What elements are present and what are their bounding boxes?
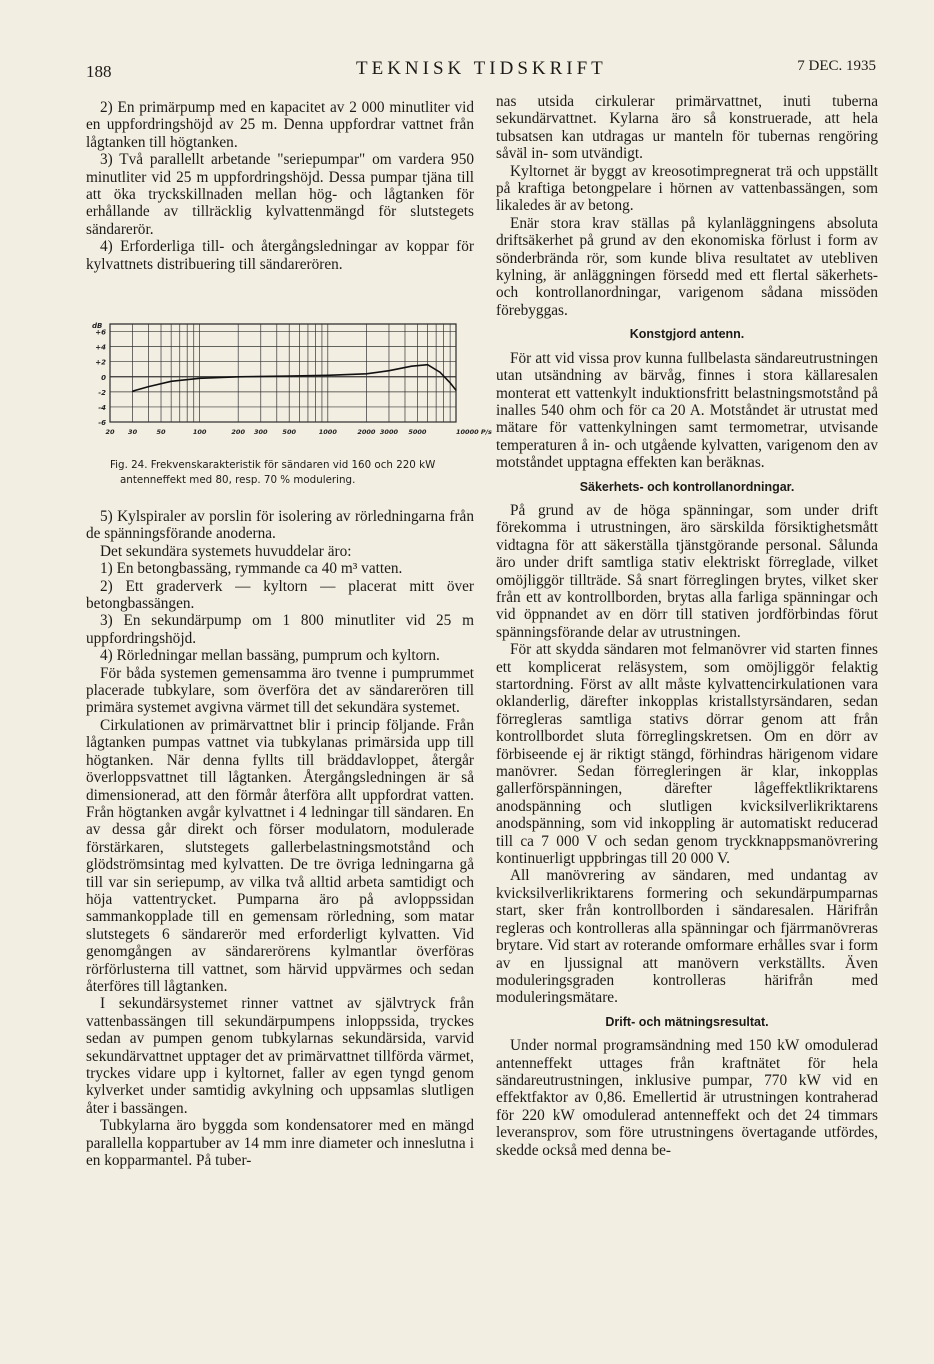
paragraph: Det sekundära systemets huvuddelar äro: bbox=[100, 542, 352, 560]
data-point bbox=[439, 372, 440, 373]
paragraph: För att skydda sändaren mot felmanövrer vid starten finnes ett komplicerat reläsystem, som omöjliggör felaktig startordning. Först av allt måste kylvattencirkulationen vara oklanderlig, därefter inkopplas kristallstyrsändaren, sedan förregleras samtliga stativs dörrar genom att från kontrollbordet sluta förreglingskretsen. Om en dörr av förbiseende ej är riktigt stängd, förhindras härigenom vidare manövrer. Sedan förregleringen är klar, inkopplas gallerförspänningen, därefter lågeffektlikriktarens anodspänning och slutligen kvicksilverlikriktarens anodspänning, som vid inkoppling är automatiskt reducerad till ca 7 000 V och sedan genom tryckknappsmanövrering kontinuerligt uppbringas till 20 000 V. bbox=[496, 641, 878, 868]
x-tick-label: 1000 bbox=[318, 428, 337, 436]
paragraph: För båda systemen gemensamma äro tvenne i pumprummet placerade tubkylare, som överföra det av sändarerören till primära systemet avgivna värmet till det sekundära systemet. bbox=[86, 664, 474, 717]
journal-title: TEKNISK TIDSKRIFT bbox=[356, 58, 607, 79]
left-column-bottom bbox=[86, 508, 474, 1169]
paragraph: 5) Kylspiraler av porslin för isolering av rörledningarna från de spänningsförande anoderna. bbox=[86, 508, 474, 543]
paragraph: 4) Erforderliga till- och återgångsledningar av koppar för kylvattnets distribuering till sändarerören. bbox=[86, 238, 474, 273]
data-point bbox=[327, 375, 328, 376]
figure-caption-line1: Fig. 24. Frekvenskarakteristik för sändaren vid 160 och 220 kW bbox=[110, 459, 436, 471]
figure-caption bbox=[110, 458, 470, 488]
plot-frame bbox=[110, 324, 456, 422]
y-tick-label: +6 bbox=[95, 328, 106, 337]
paragraph: Under normal programsändning med 150 kW omodulerad antenneffekt uttages från kraftnätet för hela sändareutrustningen, inklusive pumpar, 770 kW vid en effektfaktor av 0,86. Emellertid är utrustningen kontraherad för 220 kW omodulerad antenneffekt och det 24 timmars leveransprov, som före utrustningens övertagande utfördes, skedde också med denna be- bbox=[496, 1037, 878, 1159]
issue-date: 7 DEC. 1935 bbox=[797, 58, 876, 74]
left-column-top bbox=[86, 99, 474, 273]
y-tick-label: +4 bbox=[95, 343, 106, 352]
y-tick-label: -2 bbox=[98, 388, 106, 397]
data-point bbox=[132, 390, 133, 391]
paragraph: Tubkylarna äro byggda som kondensatorer med en mängd parallella koppartuber av 14 mm inre diameter och inneslutna i en kopparmantel. På tuber- bbox=[86, 1117, 474, 1170]
x-tick-label: 20 bbox=[105, 428, 115, 436]
figure-caption-line2: antenneffekt med 80, resp. 70 % modulering. bbox=[120, 474, 356, 486]
right-column bbox=[496, 93, 878, 1159]
data-point bbox=[411, 366, 412, 367]
y-tick-label: +2 bbox=[95, 358, 106, 367]
paragraph: I sekundärsystemet rinner vattnet av självtryck från vattenbassängen till sekundärpumpens inloppssida, tryckes sedan av pumpen genom tubkylarnas sekundärsida, varvid sekundärvattnet upptager det av primärvattnet tillförda värmet, tryckes vidare upp i kyltornet, faller av egen tyngd genom kylverket under samtidig avkylning och uppsamlas slutligen åter i bassängen. bbox=[86, 995, 474, 1117]
section-heading: Säkerhets- och kontrollanordningar. bbox=[579, 479, 795, 494]
page-header bbox=[86, 58, 876, 84]
x-tick-label: 500 bbox=[282, 428, 297, 436]
paragraph: 2) En primärpump med en kapacitet av 2 000 minutliter vid en uppfordringshöjd av 25 m. Denna uppfordrar vattnet från lågtanken till högtanken. bbox=[86, 99, 474, 151]
paragraph: nas utsida cirkulerar primärvattnet, inuti tuberna sekundärvattnet. Kylarna äro så konstruerade, att hela tubsatsen kan utdragas ur manteln för tubernas rengöring såväl in- som utvändigt. bbox=[496, 93, 878, 163]
paragraph: 4) Rörledningar mellan bassäng, pumprum och kyltorn. bbox=[100, 647, 440, 665]
paragraph: Kyltornet är byggt av kreosotimpregnerat trä och uppställt på kraftiga betongpelare i hörnen av vattenbassängen, som likaledes är av betong. bbox=[496, 162, 878, 215]
response-curve bbox=[133, 365, 456, 391]
x-tick-label: 200 bbox=[231, 428, 245, 436]
section-heading: Drift- och mätningsresultat. bbox=[605, 1014, 769, 1029]
data-point bbox=[455, 390, 456, 391]
paragraph: Enär stora krav ställas på kylanläggningens absoluta driftsäkerhet på grund av den ekonomiska förlust i form av sönderbrända rör, som kunde bliva resultatet av utebliven kylning, är anläggningen försedd med ett flertal säkerhets- och kontrollanordningar, varigenom sådana missöden förebyggas. bbox=[496, 214, 878, 319]
data-point bbox=[388, 370, 389, 371]
paragraph: På grund av de höga spänningar, som under drift förekomma i utrustningen, äro särskilda försiktighetsmått vidtagna för att säkerställa tjänstgörande personal. Sålunda äro under drift samtliga stativ elektriskt förreglade, vilket omöjliggör tillträde. Så snart förreglingen brytes, vilket sker från ett av kontrollborden, brytas alla farliga spänningar och vid öppnandet av en dörr till stativen jordförbindas förut spänningsförande delar av utrustningen. bbox=[496, 501, 878, 641]
data-point bbox=[148, 386, 149, 387]
x-tick-label: 100 bbox=[192, 428, 207, 436]
section-heading: Konstgjord antenn. bbox=[629, 327, 745, 342]
paragraph: 3) Två parallellt arbetande "seriepumpar" om vardera 950 minutliter vid 25 m uppfordringshöjd. Dessa pumpar tjäna till att öka tryckskillnaden mellan hög- och lågtanken för erhållande av tillräcklig kylvattenmängd för slutstegets sändarerör. bbox=[86, 151, 474, 238]
data-point bbox=[366, 373, 367, 374]
y-tick-label: 0 bbox=[101, 373, 106, 382]
x-tick-label: 10000 P/s bbox=[456, 428, 492, 436]
x-tick-label: 50 bbox=[156, 428, 166, 436]
x-tick-label: 2000 bbox=[357, 428, 376, 436]
frequency-response-chart bbox=[88, 318, 492, 446]
x-tick-label: 3000 bbox=[379, 428, 399, 436]
data-point bbox=[289, 375, 290, 376]
data-point bbox=[199, 378, 200, 379]
x-tick-label: 30 bbox=[128, 428, 138, 436]
x-tick-label: 300 bbox=[253, 428, 268, 436]
paragraph: 2) Ett graderverk — kyltorn — placerat mitt över betongbassängen. bbox=[86, 577, 474, 613]
paragraph: För att vid vissa prov kunna fullbelasta sändareutrustningen utan utsändning av bärvåg, finnes i stora källaresalen monterat ett vattenkylt induktionsfritt belastningsmotstånd på inalles 540 ohm och för ca 20 A. Motståndet är utrustat med mätare för vattenkylningen samt termometrar, utvisande temperaturen å in- och utgående kylvatten, varigenom den av motståndet upptagna effekten kan beräknas. bbox=[496, 349, 878, 472]
paragraph: All manövrering av sändaren, med undantag av kvicksilverlikriktarens formering och sekundärpumparnas start, sker från kontrollborden i sändaresalen. Härifrån regleras och kontrolleras alla spänningar och fjärrmanövreras brytare. Vid start av roterande omformare erhålles svar i form av en ljussignal att manövern verkställts. Även moduleringsgraden kontrolleras härifrån med moduleringsmätare. bbox=[496, 867, 878, 1007]
page-number: 188 bbox=[86, 62, 112, 81]
paragraph: 1) En betongbassäng, rymmande ca 40 m³ vatten. bbox=[100, 560, 403, 578]
data-point bbox=[427, 364, 428, 365]
paragraph: Cirkulationen av primärvattnet blir i princip följande. Från lågtanken pumpas vattnet via tubkylanas primärsida upp till högtanken. När denna fyllts till bräddavloppet, återgår överloppsvattnet till lågtanken. Återgångsledningen är så dimensionerad, att den förmår återföra allt uppfordrat vatten. Från högtanken avgår kylvattnet i 4 ledningar till sändaren. En av dessa går direkt och förser modulatorn, modulerade förstärkaren, slutstegets gallerbelastningsmotstånd och glödströmsintag med kylvatten. De tre övriga ledningarna gå till var sin seriepump, av vilka två alltid arbeta samtidigt och höja vattentrycket. Pumparna äro på avloppssidan sammankopplade till en gemensam rörledning, som matar slutstegets 6 sändarerör med erforderligt kylvatten. Vid genomgången av sändarerörens kylmantlar överföras rörförlusterna till vattnet, som härvid uppvärmes och sedan återföres till lågtanken. bbox=[86, 716, 474, 995]
y-tick-label: -6 bbox=[98, 419, 106, 427]
data-point bbox=[450, 382, 451, 383]
y-tick-label: -4 bbox=[98, 403, 106, 412]
data-point bbox=[238, 376, 239, 377]
y-axis-label: dB bbox=[92, 322, 103, 330]
x-tick-label: 5000 bbox=[408, 428, 427, 436]
paragraph: 3) En sekundärpump om 1 800 minutliter vid 25 m uppfordringshöjd. bbox=[86, 612, 474, 647]
data-point bbox=[171, 381, 172, 382]
